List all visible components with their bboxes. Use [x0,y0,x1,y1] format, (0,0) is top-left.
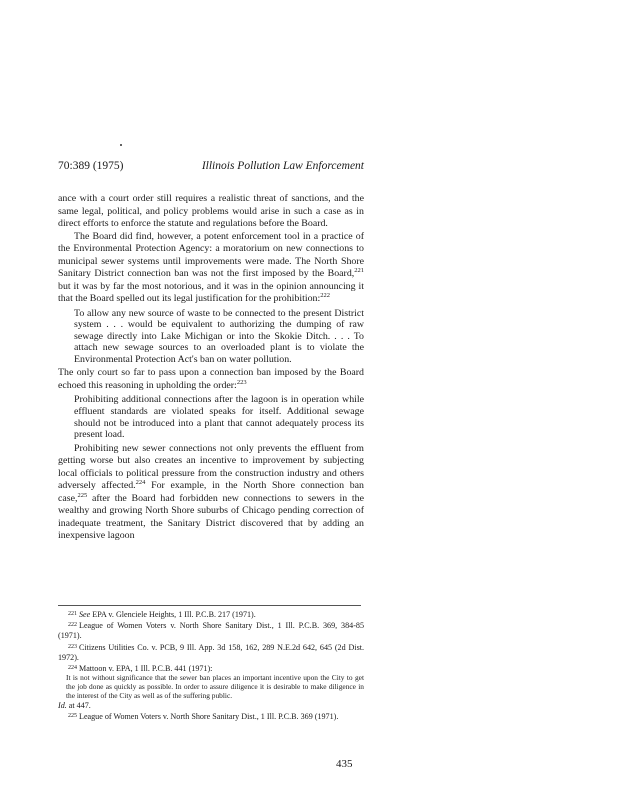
citation: 70:389 (1975) [58,160,124,172]
footnote-225-number: 225 [68,712,77,719]
block-quote-2: Prohibiting additional connections after the lagoon is in operation while effluent standards are violated speaks for itself. Additional sewage should not be introduced into a plant that cannot adequately process its present load. [74,394,364,441]
footnote-224-id-rest: at 447. [66,700,91,710]
footnote-221-signal: See [79,610,91,619]
footnote-224-quote: It is not without significance that the sewer ban places an important incentive upon the City to get the job done as quickly as possible. In order to assure diligence it is desirable to make diligence in the interest of the City as well as of the suffering public. [66,673,364,700]
paragraph-3-text: The only court so far to pass upon a connection ban imposed by the Board echoed this reasoning in upholding the order: [58,367,364,391]
paragraph-4-text-b: For example, in the North Shore connection ban case, [58,480,364,504]
paragraph-2 [58,231,364,306]
page-number: 435 [336,758,353,770]
footnote-221 [58,609,364,620]
paragraph-2-text-a: The Board did find, however, a potent enforcement tool in a practice of the Environmental Protection Agency: a moratorium on new connections to municipal sewer systems until improvements were made. The North Shore Sanitary District connection ban was not the first imposed by the Board, [58,230,364,279]
paragraph-4-text-c: after the Board had forbidden new connections to sewers in the wealthy and growing North Shore suburbs of Chicago pending correction of inadequate treatment, the Sanitary District discovered that by adding an inexpensive lagoon [58,492,364,542]
footnote-ref-222: 222 [320,292,330,299]
footnote-223-text: Citizens Utilities Co. v. PCB, 9 Ill. App. 3d 158, 162, 289 N.E.2d 642, 645 (2d Dist. 1972). [58,642,364,662]
footnote-222-text: League of Women Voters v. North Shore Sanitary Dist., 1 Ill. P.C.B. 369, 384-85 (1971). [58,621,364,641]
footnote-224-id [58,701,364,711]
footnote-222-number: 222 [68,622,77,629]
paragraph-4-text-a: Prohibiting new sewer connections not only prevents the effluent from getting worse but also creates an incentive to improvement by subjecting local officials to political pressure from the construction industry and others adversely affected. [58,442,364,492]
footnote-225 [58,711,364,722]
footnote-ref-225: 225 [77,491,88,499]
body-text [58,193,364,543]
running-head [58,160,364,176]
footnote-224-id-signal: Id. [58,700,67,710]
footnote-ref-224: 224 [135,479,146,487]
footnote-ref-223: 223 [236,378,247,386]
footnote-225-text: League of Women Voters v. North Shore Sanitary Dist., 1 Ill. P.C.B. 369 (1971). [79,711,339,721]
footnote-rule [58,605,361,606]
footnote-221-text: EPA v. Glenciele Heights, 1 Ill. P.C.B. 217 (1971). [90,610,256,619]
footnote-224-text: Mattoon v. EPA, 1 Ill. P.C.B. 441 (1971): [79,664,213,674]
footnote-ref-221: 221 [354,267,364,274]
block-quote-1: To allow any new source of waste to be connected to the present District system . . . would be equivalent to authorizing the dumping of raw sewage directly into Lake Michigan or into the Skokie Ditch. . . . To attach new sewage sources to an overloaded plant is to violate the Environmental Protection Act's ban on water pollution. [74,307,364,365]
paragraph-4 [58,443,364,543]
footnote-224-number: 224 [68,665,77,672]
footnote-221-number: 221 [68,611,77,617]
paragraph-2-text-b: but it was by far the most notorious, and it was in the opinion announcing it that the Board spelled out its legal justification for the prohibition: [58,280,364,304]
paragraph-3 [58,367,364,392]
footnote-223 [58,642,364,663]
paragraph-1: ance with a court order still requires a realistic threat of sanctions, and the same legal, political, and policy problems would arise in such a case as in direct efforts to enforce the statute and regulations before the Board. [58,193,364,229]
journal-title: Illinois Pollution Law Enforcement [201,160,364,172]
footnote-222 [58,620,364,641]
footnotes [58,609,364,722]
stray-mark [120,144,122,146]
footnote-223-number: 223 [68,643,77,650]
